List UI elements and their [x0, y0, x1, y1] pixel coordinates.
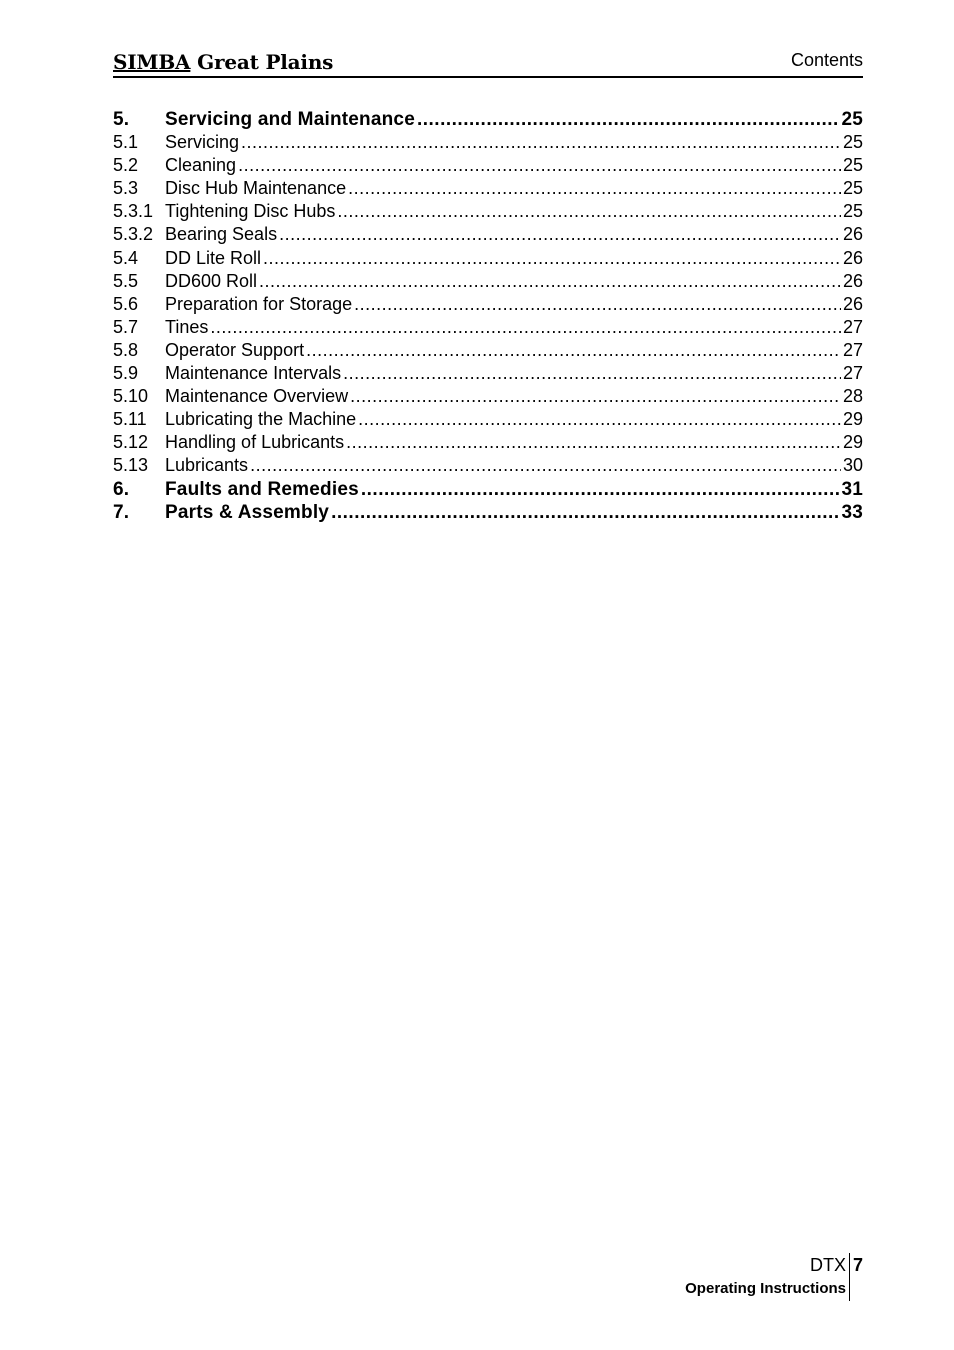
brand-great-plains: Great Plains — [190, 50, 334, 74]
toc-dot-leader — [279, 223, 841, 246]
toc-entry-page: 30 — [842, 455, 863, 476]
toc-entry-number: 5.2 — [113, 155, 139, 176]
toc-dot-leader — [358, 408, 841, 431]
toc-entry-title: Tines — [165, 316, 209, 337]
page-header — [113, 48, 863, 78]
toc-dot-leader — [343, 362, 841, 385]
toc-entry[interactable] — [113, 177, 863, 200]
toc-entry[interactable] — [113, 431, 863, 454]
toc-entry[interactable] — [113, 454, 863, 477]
toc-entry-title: Tightening Disc Hubs — [165, 201, 336, 222]
toc-entry-number: 5.3.2 — [113, 224, 154, 245]
toc-entry-page: 27 — [842, 316, 863, 337]
toc-entry[interactable] — [113, 131, 863, 154]
toc-entry-number: 5.6 — [113, 293, 139, 314]
toc-entry-page: 25 — [842, 155, 863, 176]
toc-entry[interactable] — [113, 316, 863, 339]
document-type: Operating Instructions — [685, 1280, 846, 1297]
toc-entry-title: Parts & Assembly — [165, 501, 330, 523]
toc-dot-leader — [346, 431, 841, 454]
table-of-contents — [113, 108, 863, 524]
toc-entry[interactable] — [113, 270, 863, 293]
toc-entry[interactable] — [113, 293, 863, 316]
toc-dot-leader — [241, 131, 841, 154]
toc-entry-title: Operator Support — [165, 339, 305, 360]
toc-entry-page: 25 — [841, 109, 863, 130]
toc-entry-number: 5.8 — [113, 339, 139, 360]
toc-entry-number: 5.4 — [113, 247, 139, 268]
toc-entry[interactable] — [113, 478, 863, 501]
toc-entry-title: Handling of Lubricants — [165, 432, 345, 453]
toc-entry-title: Faults and Remedies — [165, 478, 359, 500]
toc-entry-title: Servicing and Maintenance — [165, 109, 415, 130]
toc-dot-leader — [210, 316, 841, 339]
toc-dot-leader — [417, 108, 839, 131]
toc-dot-leader — [348, 177, 841, 200]
toc-entry-title: Preparation for Storage — [165, 293, 353, 314]
toc-entry-page: 29 — [842, 409, 863, 430]
toc-dot-leader — [306, 339, 841, 362]
toc-dot-leader — [350, 385, 841, 408]
toc-entry[interactable] — [113, 362, 863, 385]
toc-entry-number: 5.9 — [113, 363, 139, 384]
toc-entry[interactable] — [113, 339, 863, 362]
toc-entry-title: Lubricating the Machine — [165, 409, 357, 430]
toc-entry-number: 6. — [113, 478, 130, 500]
toc-entry-page: 26 — [842, 293, 863, 314]
toc-entry-page: 25 — [842, 132, 863, 153]
toc-dot-leader — [361, 478, 840, 501]
toc-entry-page: 28 — [842, 386, 863, 407]
brand-simba: SIMBA — [113, 50, 191, 74]
toc-entry-number: 5. — [113, 109, 130, 130]
toc-entry-title: Cleaning — [165, 155, 237, 176]
toc-entry-title: Servicing — [165, 132, 240, 153]
toc-entry-number: 7. — [113, 501, 130, 523]
section-title: Contents — [790, 50, 863, 70]
toc-entry-page: 27 — [842, 363, 863, 384]
page-footer — [685, 1253, 863, 1301]
toc-entry[interactable] — [113, 385, 863, 408]
product-name: DTX — [810, 1255, 846, 1275]
toc-entry[interactable] — [113, 408, 863, 431]
toc-entry-number: 5.13 — [113, 455, 149, 476]
toc-entry-title: DD Lite Roll — [165, 247, 262, 268]
toc-dot-leader — [331, 501, 839, 524]
toc-entry-title: Lubricants — [165, 455, 249, 476]
toc-entry-page: 26 — [842, 270, 863, 291]
footer-rule — [849, 1277, 863, 1301]
toc-entry[interactable] — [113, 200, 863, 223]
toc-entry-number: 5.1 — [113, 132, 139, 153]
toc-entry-number: 5.3 — [113, 178, 139, 199]
toc-entry-page: 29 — [842, 432, 863, 453]
toc-dot-leader — [238, 154, 841, 177]
toc-entry-title: Maintenance Intervals — [165, 363, 342, 384]
toc-entry-page: 25 — [842, 178, 863, 199]
toc-entry[interactable] — [113, 108, 863, 131]
page-number: 7 — [849, 1253, 863, 1277]
brand-logo — [113, 50, 333, 74]
toc-entry[interactable] — [113, 223, 863, 246]
toc-dot-leader — [263, 247, 841, 270]
toc-entry-number: 5.7 — [113, 316, 139, 337]
toc-entry-title: DD600 Roll — [165, 270, 258, 291]
toc-entry[interactable] — [113, 154, 863, 177]
toc-dot-leader — [337, 200, 841, 223]
toc-entry-page: 33 — [841, 501, 863, 523]
toc-dot-leader — [354, 293, 841, 316]
toc-entry-number: 5.12 — [113, 432, 149, 453]
toc-entry-title: Disc Hub Maintenance — [165, 178, 347, 199]
toc-entry-page: 27 — [842, 339, 863, 360]
toc-entry-title: Maintenance Overview — [165, 386, 349, 407]
toc-dot-leader — [259, 270, 841, 293]
toc-entry-page: 26 — [842, 224, 863, 245]
toc-entry-title: Bearing Seals — [165, 224, 278, 245]
toc-entry-page: 25 — [842, 201, 863, 222]
toc-entry-number: 5.10 — [113, 386, 149, 407]
toc-entry-number: 5.11 — [113, 409, 147, 430]
toc-entry-page: 31 — [841, 478, 863, 500]
toc-entry[interactable] — [113, 501, 863, 524]
toc-dot-leader — [250, 454, 841, 477]
toc-entry-number: 5.3.1 — [113, 201, 154, 222]
toc-entry-page: 26 — [842, 247, 863, 268]
toc-entry[interactable] — [113, 247, 863, 270]
toc-entry-number: 5.5 — [113, 270, 139, 291]
